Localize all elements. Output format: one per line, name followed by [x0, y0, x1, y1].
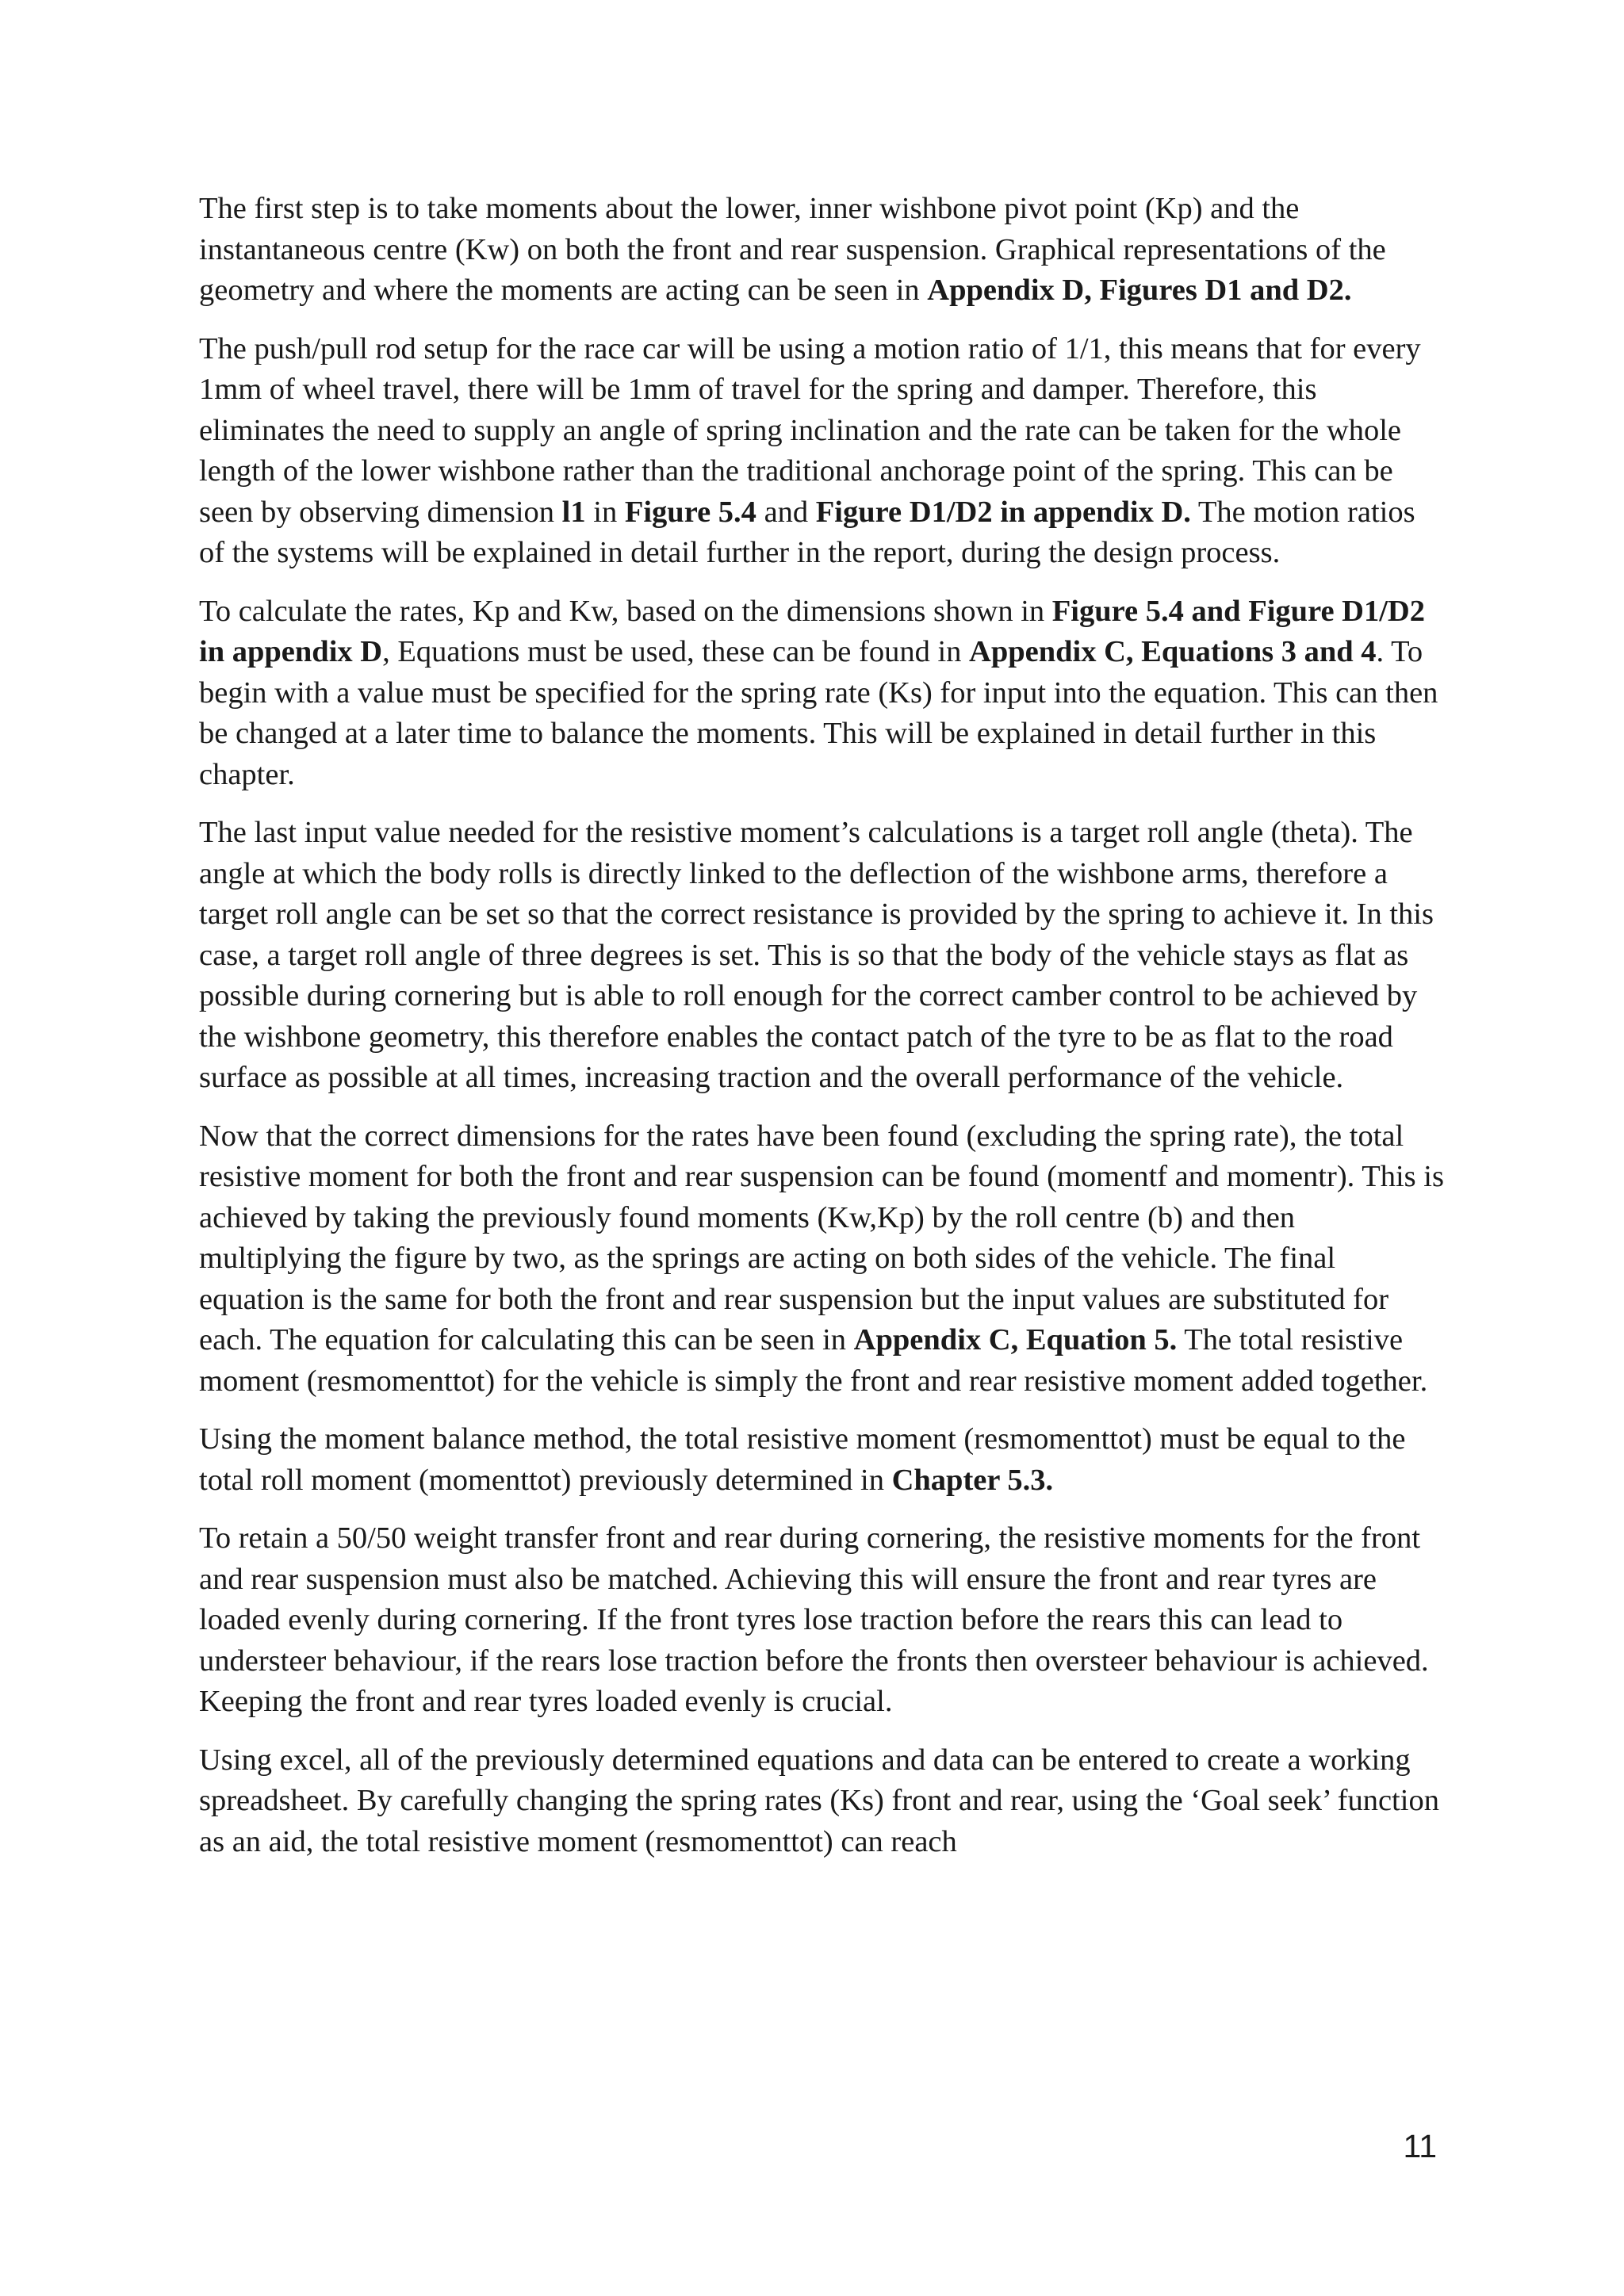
bold-reference-text: Figure D1/D2 in appendix D. — [815, 495, 1191, 529]
paragraph — [199, 591, 1444, 796]
text-run: The total resistive moment (resmomenttot) for the vehicle is simply the front and rear resistive moment added together. — [199, 1323, 1428, 1398]
paragraph — [199, 189, 1444, 312]
text-run: Now that the correct dimensions for the rates have been found (excluding the spring rate), the total resistive moment for both the front and rear suspension can be found (momentf and momentr). This is achieved by taking the previously found moments (Kw,Kp) by the roll centre (b) and then multiplying the figure by two, as the springs are acting on both sides of the vehicle. The final equation is the same for both the front and rear suspension but the input values are substituted for each. The equation for calculating this can be seen in — [199, 1119, 1444, 1357]
bold-reference-text: Figure 5.4 — [624, 495, 756, 529]
body-text — [199, 189, 1444, 1880]
text-run: . To begin with a value must be specified for the spring rate (Ks) for input into the equation. This can then be changed at a later time to balance the moments. This will be explained in detail further in this chapter. — [199, 635, 1438, 791]
paragraph — [199, 1740, 1444, 1863]
bold-reference-text: Appendix C, Equation 5. — [853, 1323, 1178, 1357]
bold-reference-text: Figure 5.4 and Figure D1/D2 in appendix D — [199, 594, 1425, 668]
text-run: in — [585, 495, 625, 529]
page-number: 11 — [1403, 2128, 1437, 2164]
bold-reference-text: Appendix C, Equations 3 and 4 — [969, 635, 1377, 668]
text-run: To calculate the rates, Kp and Kw, based on the dimensions shown in — [199, 594, 1052, 628]
text-run: The push/pull rod setup for the race car will be using a motion ratio of 1/1, this means that for every 1mm of wheel travel, there will be 1mm of travel for the spring and damper. Therefore, this eliminates the need to supply an angle of spring inclination and the rate can be taken for the whole length of the lower wishbone rather than the traditional anchorage point of the spring. This can be seen by observing dimension — [199, 331, 1421, 529]
paragraph — [199, 1518, 1444, 1723]
paragraph — [199, 813, 1444, 1099]
text-run: The first step is to take moments about the lower, inner wishbone pivot point (Kp) and the instantaneous centre (Kw) on both the front and rear suspension. Graphical representations of the geometry and where the moments are acting can be seen in — [199, 192, 1386, 307]
text-run: To retain a 50/50 weight transfer front and rear during cornering, the resistive moments for the front and rear suspension must also be matched. Achieving this will ensure the front and rear tyres are loaded evenly during cornering. If the front tyres lose traction before the rears this can lead to understeer behaviour, if the rears lose traction before the fronts then oversteer behaviour is achieved. Keeping the front and rear tyres loaded evenly is crucial. — [199, 1521, 1429, 1718]
text-run: , Equations must be used, these can be found in — [382, 635, 970, 668]
paragraph — [199, 1116, 1444, 1402]
text-run: The last input value needed for the resistive moment’s calculations is a target roll angle (theta). The angle at which the body rolls is directly linked to the deflection of the wishbone arms, therefore a target roll angle can be set so that the correct resistance is provided by the spring to achieve it. In this case, a target roll angle of three degrees is set. This is so that the body of the vehicle stays as flat as possible during cornering but is able to roll enough for the correct camber control to be achieved by the wishbone geometry, this therefore enables the contact patch of the tyre to be as flat to the road surface as possible at all times, increasing traction and the overall performance of the vehicle. — [199, 816, 1434, 1094]
text-run: Using excel, all of the previously determined equations and data can be entered to create a working spreadsheet. By carefully changing the spring rates (Ks) front and rear, using the ‘Goal seek’ function as an aid, the total resistive moment (resmomenttot) can reach — [199, 1743, 1439, 1858]
paragraph — [199, 329, 1444, 574]
paragraph — [199, 1419, 1444, 1501]
bold-reference-text: Chapter 5.3. — [891, 1463, 1054, 1497]
bold-reference-text: Appendix D, Figures D1 and D2. — [927, 274, 1352, 307]
bold-reference-text: l1 — [561, 495, 586, 529]
text-run: The motion ratios of the systems will be explained in detail further in the report, during the design process. — [199, 495, 1415, 569]
text-run: Using the moment balance method, the total resistive moment (resmomenttot) must be equal to the total roll moment (momenttot) previously determined in — [199, 1422, 1406, 1497]
text-run: and — [756, 495, 816, 529]
